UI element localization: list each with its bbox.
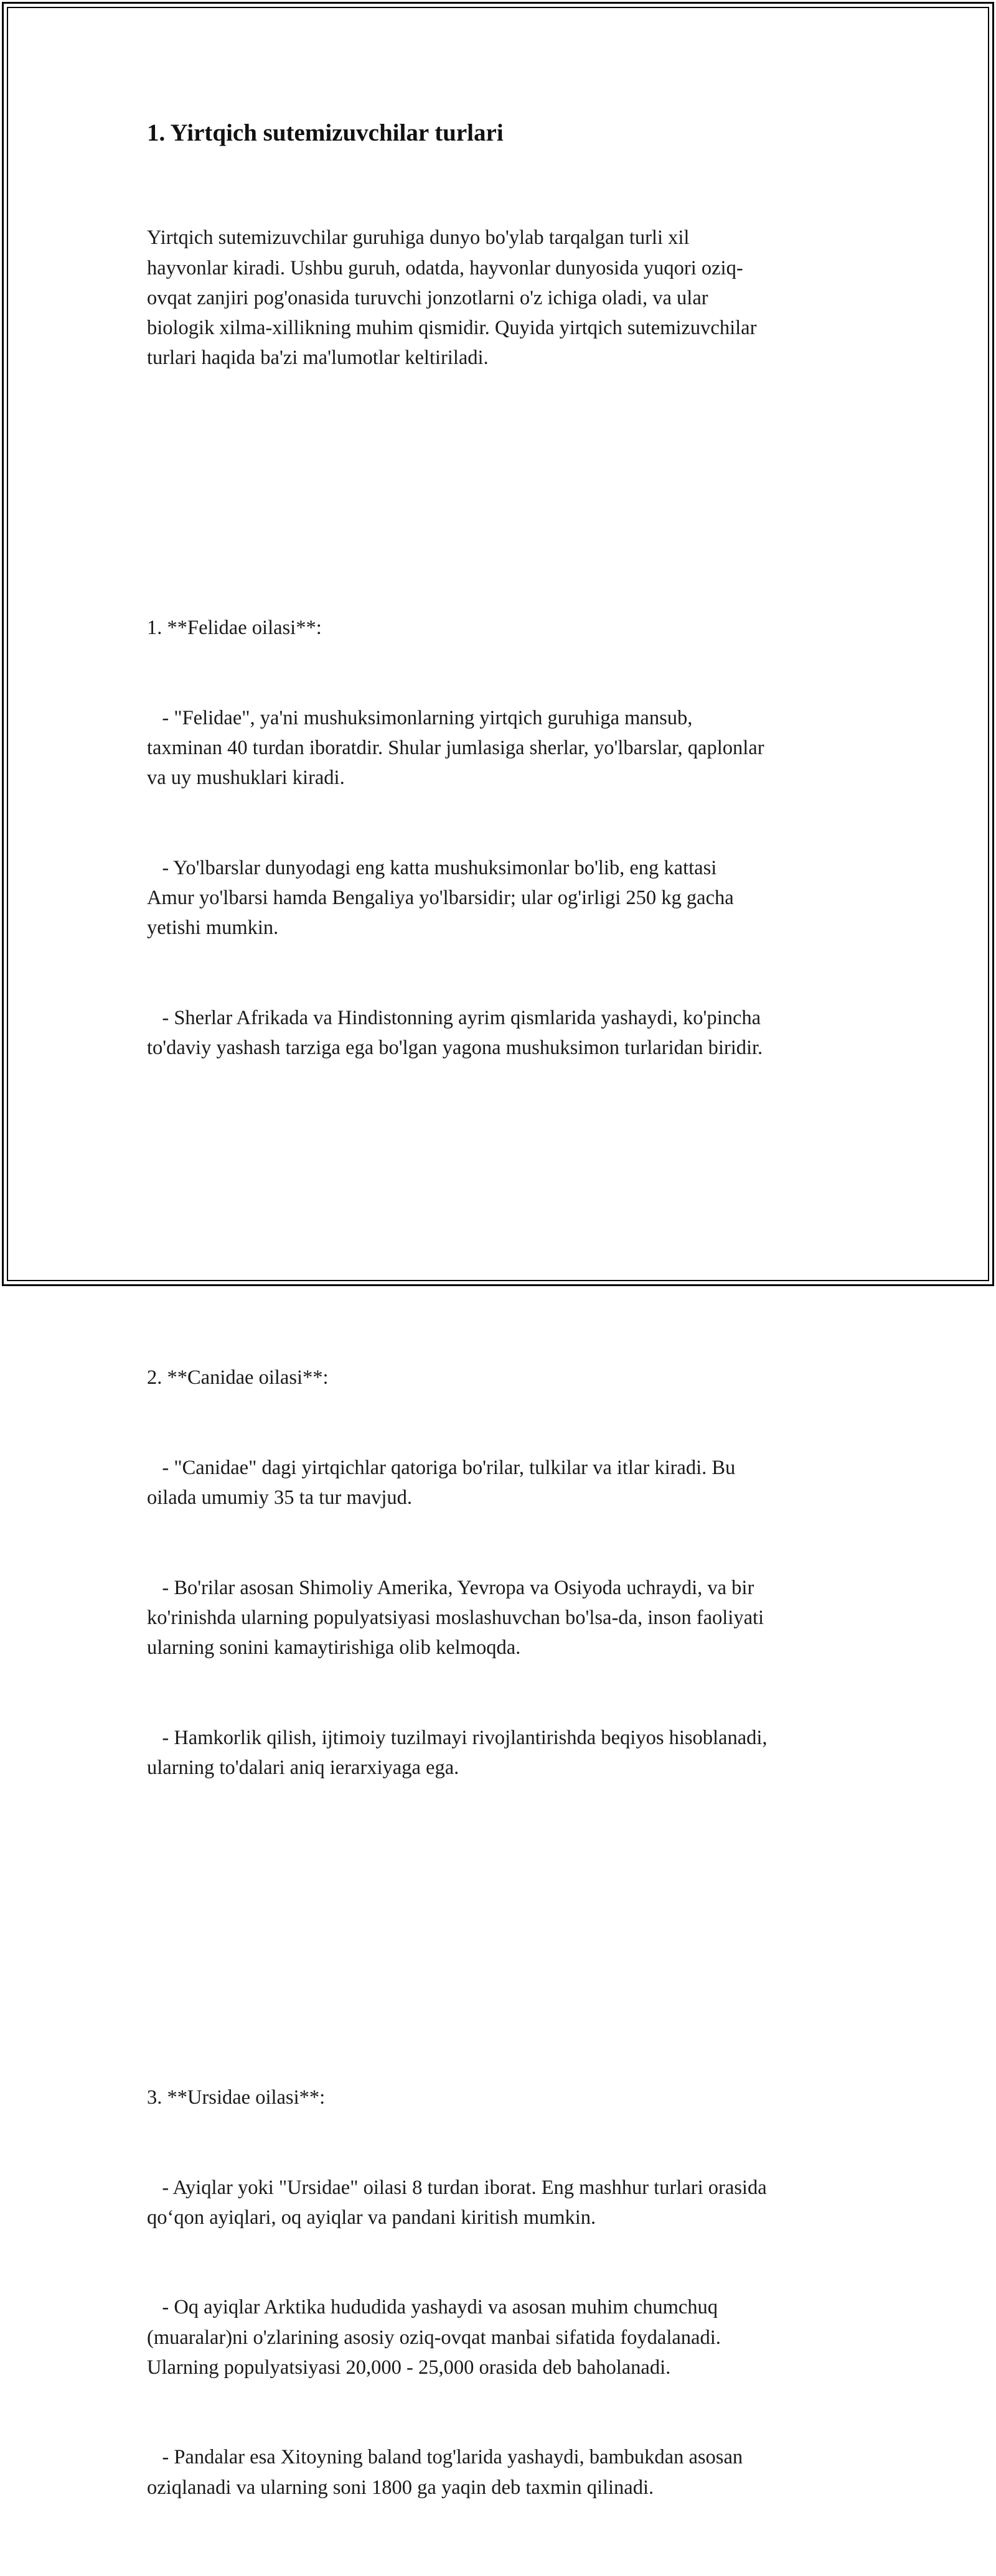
section-felidae [147, 553, 863, 1123]
document-title: 1. Yirtqich sutemizuvchilar turlari [147, 119, 504, 146]
section-heading: 1. **Felidae oilasi**: [147, 617, 322, 640]
bullet-item: - Bo'rilar asosan Shimoliy Amerika, Yevropa va Osiyoda uchraydi, va bir ko'rinishda ularning populyatsiyasi moslashuvchan bo'lsa-da, inson faoliyati ularning sonini kamaytirishiga olib kelmoqda. [147, 1576, 764, 1659]
intro-paragraph: Yirtqich sutemizuvchilar guruhiga dunyo bo'ylab tarqalgan turli xil hayvonlar kiradi. Ushbu guruh, odatda, hayvonlar dunyosida yuqori oziq- ovqat zanjiri pog'onasida turuvchi jonzotlarni o'z ichiga oladi, va ular biologik xilma-xillikning muhim qismidir. Quyida yirtqich sutemizuvchilar turlari haqida ba'zi ma'lumotlar keltiriladi. [147, 226, 757, 370]
section-heading: 2. **Canidae oilasi**: [147, 1366, 329, 1389]
paragraph-gap [147, 1183, 863, 1213]
bullet-item: - Oq ayiqlar Arktika hududida yashaydi va asosan muhim chumchuq (muaralar)ni o'zlarining asosiy oziq-ovqat manbai sifatida foydalanadi. Ularning populyatsiyasi 20,000 - 25,000 orasida deb baholanadi. [147, 2296, 721, 2379]
section-canidae [147, 1303, 863, 1843]
paragraph-gap [147, 1903, 863, 1933]
bullet-item: - Hamkorlik qilish, ijtimoiy tuzilmayi rivojlantirishda beqiyos hisoblanadi, ularning to'dalari aniq ierarxiyaga ega. [147, 1726, 768, 1779]
section-ursidae [147, 2023, 863, 2563]
document-text [147, 163, 863, 2576]
bullet-item: - Yo'lbarslar dunyodagi eng katta mushuksimonlar bo'lib, eng kattasi Amur yo'lbarsi hamda Bengaliya yo'lbarsidir; ular og'irligi 250 kg gacha yetishi mumkin. [147, 856, 734, 940]
section-heading: 3. **Ursidae oilasi**: [147, 2086, 326, 2109]
bullet-item: - Pandalar esa Xitoyning baland tog'larida yashaydi, bambukdan asosan oziqlanadi va ularning soni 1800 ga yaqin deb taxmin qilinadi. [147, 2446, 743, 2499]
document-body [147, 116, 863, 2576]
paragraph-gap [147, 433, 863, 463]
bullet-item: - Sherlar Afrikada va Hindistonning ayrim qismlarida yashaydi, ko'pincha to'daviy yashash tarziga ega bo'lgan yagona mushuksimon turlaridan biridir. [147, 1006, 763, 1059]
bullet-item: - "Felidae", ya'ni mushuksimonlarning yirtqich guruhiga mansub, taxminan 40 turdan iboratdir. Shular jumlasiga sherlar, yo'lbarslar, qaplonlar va uy mushuklari kiradi. [147, 706, 764, 790]
bullet-item: - "Canidae" dagi yirtqichlar qatoriga bo'rilar, tulkilar va itlar kiradi. Bu oilada umumiy 35 ta tur mavjud. [147, 1456, 736, 1509]
bullet-item: - Ayiqlar yoki "Ursidae" oilasi 8 turdan iborat. Eng mashhur turlari orasida qo‘qon ayiqlari, oq ayiqlar va pandani kiritish mumkin. [147, 2176, 767, 2229]
